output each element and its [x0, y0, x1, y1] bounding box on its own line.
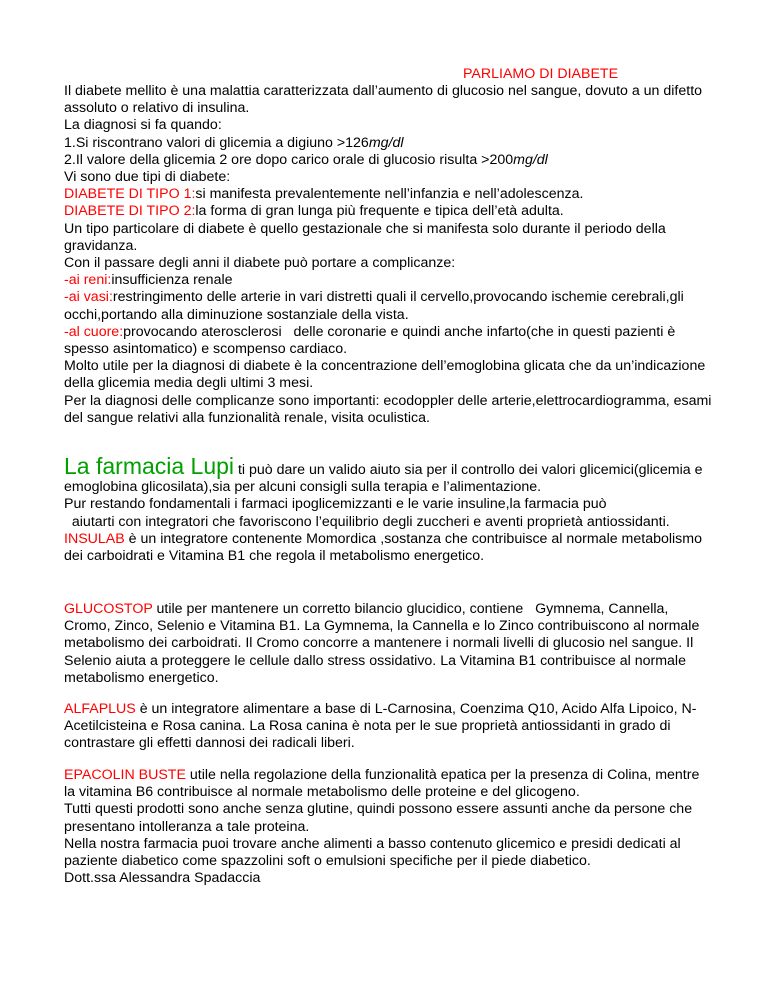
- diagnosis-heading: La diagnosi si fa quando:: [64, 117, 222, 134]
- kidney-label: -ai reni:: [64, 272, 112, 289]
- epacolin-paragraph: EPACOLIN BUSTE utile nella regolazione della funzionalità epatica per la presenza di Colina, mentre la vitamina B6 contribuisce al normale metabolismo delle proteine e del glicogeno.: [64, 767, 700, 801]
- pharmacy-section: [64, 453, 714, 565]
- glucostop-label: GLUCOSTOP: [64, 601, 153, 617]
- vessels-line: -ai vasi:restringimento delle arterie in vari distretti quali il cervello,provocando ischemie cerebrali,gli occhi,portando alla diminuzione sostanziale della vista.: [64, 289, 684, 323]
- pharmacy-name: La farmacia Lupi: [64, 453, 235, 479]
- alfaplus-paragraph: ALFAPLUS è un integratore alimentare a base di L-Carnosina, Coenzima Q10, Acido Alfa Lipoico, N-Acetilcisteina e Rosa canina. La Rosa canina è nota per le sue proprietà antiossidanti in grado di contrastare gli effetti dannosi dei radicali liberi.: [64, 701, 697, 752]
- glucostop-section: [64, 601, 714, 687]
- type-2-label: DIABETE DI TIPO 2:: [64, 203, 196, 220]
- complication-diagnosis-paragraph: Per la diagnosi delle complicanze sono importanti: ecodoppler delle arterie,elettrocardiogramma, esami del sangue relativi alla funzionalità renale, visita oculistica.: [64, 392, 712, 426]
- gluten-free-paragraph: Tutti questi prodotti sono anche senza glutine, quindi possono essere assunti anche da persone che presentano intolleranza a tale proteina.: [64, 801, 693, 835]
- heart-line: -al cuore:provocando aterosclerosi delle coronarie e quindi anche infarto(che in questi pazienti è spesso asintomatico) e scompenso cardiaco.: [64, 323, 680, 358]
- low-glycemic-paragraph: Nella nostra farmacia puoi trovare anche alimenti a basso contenuto glicemico e presidi dedicati al paziente diabetico come spazzolini soft o emulsioni specifiche per il piede diabetico.: [64, 835, 681, 870]
- pharmacy-paragraph-3: aiutarti con integratori che favoriscono l’equilibrio degli zuccheri e aventi proprietà antiossidanti.: [64, 513, 670, 530]
- type-2-line: DIABETE DI TIPO 2:la forma di gran lunga più frequente e tipica dell’età adulta.: [64, 203, 564, 220]
- kidney-line: -ai reni:insufficienza renale: [64, 272, 233, 289]
- document-title: PARLIAMO DI DIABETE: [463, 66, 619, 82]
- types-heading: Vi sono due tipi di diabete:: [64, 169, 231, 186]
- gestational-paragraph: Un tipo particolare di diabete è quello gestazionale che si manifesta solo durante il periodo della gravidanza.: [64, 220, 666, 254]
- alfaplus-label: ALFAPLUS: [64, 701, 136, 717]
- signature: Dott.ssa Alessandra Spadaccia: [64, 870, 261, 887]
- type-1-line: DIABETE DI TIPO 1:si manifesta prevalentemente nell’infanzia e nell’adolescenza.: [64, 186, 584, 203]
- type-1-label: DIABETE DI TIPO 1:: [64, 186, 196, 203]
- complications-heading: Con il passare degli anni il diabete può portare a complicanze:: [64, 255, 456, 272]
- insulab-label: INSULAB: [64, 530, 125, 547]
- glycated-paragraph: Molto utile per la diagnosi di diabete è la concentrazione dell’emoglobina glicata che da un’indicazione della glicemia media degli ultimi 3 mesi.: [64, 358, 706, 392]
- vessels-label: -ai vasi:: [64, 289, 113, 306]
- criterion-1: 1.Si riscontrano valori di glicemia a digiuno >126mg/dl: [64, 134, 404, 151]
- epacolin-label: EPACOLIN BUSTE: [64, 767, 186, 783]
- glucostop-paragraph: GLUCOSTOP utile per mantenere un corretto bilancio glucidico, contiene Gymnema, Cannella, Cromo, Zinco, Selenio e Vitamina B1. La Gymnema, la Cannella e lo Zinco contribuiscono al normale metabolismo dei carboidrati. Il Cromo concorre a mantenere i normali livelli di glucosio nel sangue. Il Selenio aiuta a proteggere le cellule dallo stress ossidativo. La Vitamina B1 contribuisce al normale metabolismo energetico.: [64, 601, 704, 686]
- pharmacy-intro: La farmacia Lupi ti può dare un valido aiuto sia per il controllo dei valori glicemici(glicemia e emoglobina glicosilata),sia per alcuni consigli sulla terapia e l’alimentazione.: [64, 453, 703, 496]
- insulab-paragraph: INSULAB è un integratore contenente Momordica ,sostanza che contribuisce al normale metabolismo dei carboidrati e Vitamina B1 che regola il metabolismo energetico.: [64, 530, 702, 565]
- criterion-2: 2.Il valore della glicemia 2 ore dopo carico orale di glucosio risulta >200mg/dl: [64, 151, 548, 168]
- diabetes-section: [64, 83, 714, 427]
- heart-label: -al cuore:: [64, 323, 124, 340]
- definition-paragraph: Il diabete mellito è una malattia caratterizzata dall’aumento di glucosio nel sangue, dovuto a un difetto assoluto o relativo di insulina.: [64, 83, 703, 117]
- pharmacy-paragraph-2: Pur restando fondamentali i farmaci ipoglicemizzanti e le varie insuline,la farmacia può: [64, 496, 607, 513]
- epacolin-section: [64, 767, 714, 887]
- alfaplus-section: [64, 701, 714, 753]
